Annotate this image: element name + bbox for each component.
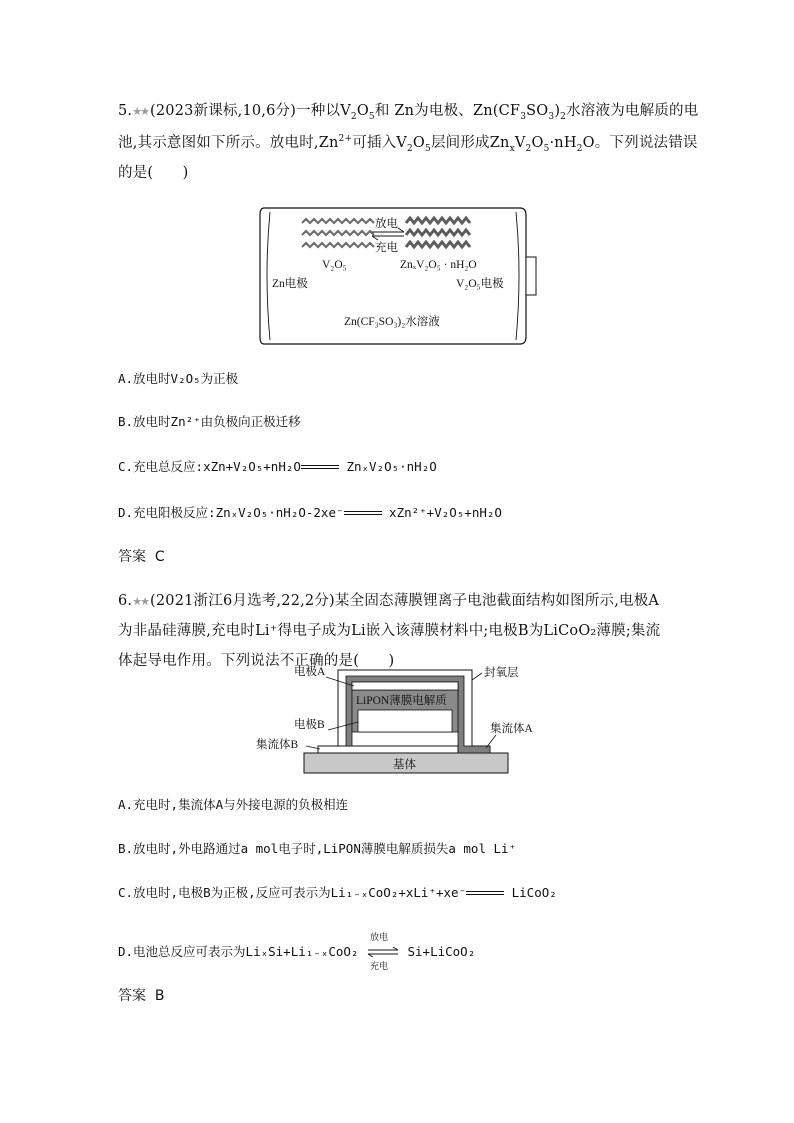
collector-b-label: 集流体B: [256, 739, 299, 751]
q6-source: (2021浙江6月选考,22,2分): [149, 593, 335, 609]
q5-line-2: 池,其示意图如下所示。放电时$,Zn^{2+}$可插入$V_2O_5$层间形成$Zn_xV_2O_5\cdot nH_2O$。下列说法错误: [118, 134, 698, 154]
electrode-a: [352, 682, 458, 690]
q6-answer: 答案 B: [118, 988, 165, 1004]
q5-line-3: 的是( ): [118, 165, 189, 181]
substrate-label: 基体: [393, 759, 416, 771]
equals-arrow-icon: [301, 464, 339, 472]
star-rating-icon: ★★: [132, 595, 148, 608]
star-rating-icon: ★★: [132, 105, 148, 118]
v2o5-electrode-label: V₂O₅电极: [456, 278, 504, 290]
solution-label: Zn(CF₃SO₃)₂水溶液: [344, 316, 440, 328]
q5-option-d[interactable]: D.充电阳极反应:ZnₓV₂O₅·nH₂O-2xe⁻ xZn²⁺+V₂O₅+nH₂O: [118, 505, 502, 520]
q5-option-a[interactable]: A.放电时V₂O₅为正极: [118, 371, 239, 386]
charge-label: 充电: [375, 242, 398, 254]
electrode-b: [358, 710, 452, 732]
q5-line-1: 5.★★ (2023新课标,10,6分)一种以$V_2O_5$和 Zn为电极、$Zn(CF_3SO_3)_2$水溶液为电解质的电: [118, 103, 699, 122]
collector-a-label: 集流体A: [490, 723, 533, 735]
znxv2o5-label: ZnₓV₂O₅ · nH₂O: [400, 259, 477, 271]
seal-label: 封氧层: [484, 667, 519, 679]
q6-line-2: 为非晶硅薄膜,充电时Li⁺得电子成为Li嵌入该薄膜材料中;电极B为LiCoO₂薄膜;集流: [118, 623, 661, 639]
q5-battery-figure: [258, 205, 544, 347]
q6-option-a[interactable]: A.充电时,集流体A与外接电源的负极相连: [118, 797, 349, 812]
q5-option-c[interactable]: C.充电总反应:xZn+V₂O₅+nH₂O ZnₓV₂O₅·nH₂O: [118, 459, 437, 474]
v2o5-label: V₂O₅: [322, 259, 347, 271]
reversible-arrow: 放电 充电: [366, 943, 400, 963]
q5-option-b[interactable]: B.放电时Zn²⁺由负极向正极迁移: [118, 414, 301, 429]
q6-line-3: 体起导电作用。下列说法不正确的是( ): [118, 653, 395, 669]
q5-number: 5.: [118, 103, 133, 119]
collector-b: [318, 746, 458, 753]
zn-electrode-label: Zn电极: [272, 278, 308, 290]
discharge-label: 放电: [375, 218, 398, 230]
q5-source: (2023新课标,10,6分): [149, 103, 297, 119]
equals-arrow-icon: [466, 890, 504, 898]
equals-arrow-icon: [344, 510, 382, 518]
q6-line-1: 6.★★ (2021浙江6月选考,22,2分)某全固态薄膜锂离子电池截面结构如图所示,电极A: [118, 593, 660, 609]
q6-option-c[interactable]: C.放电时,电极B为正极,反应可表示为Li₁₋ₓCoO₂+xLi⁺+xe⁻ LiCoO₂: [118, 885, 557, 900]
q6-battery-figure: [250, 660, 550, 780]
electrode-a-label: 电极A: [294, 666, 326, 678]
q6-option-b[interactable]: B.放电时,外电路通过a mol电子时,LiPON薄膜电解质损失a mol Li⁺: [118, 841, 517, 856]
q6-option-d[interactable]: D.电池总反应可表示为LiₓSi+Li₁₋ₓCoO₂ 放电 充电 Si+LiCoO₂: [118, 932, 476, 972]
battery-terminal: [526, 257, 536, 295]
electrode-b-label: 电极B: [294, 719, 325, 731]
electrolyte-label: LiPON薄膜电解质: [356, 695, 447, 707]
q6-number: 6.: [118, 593, 133, 609]
q5-answer: 答案 C: [118, 549, 165, 565]
reversible-arrow-icon: [366, 947, 400, 957]
